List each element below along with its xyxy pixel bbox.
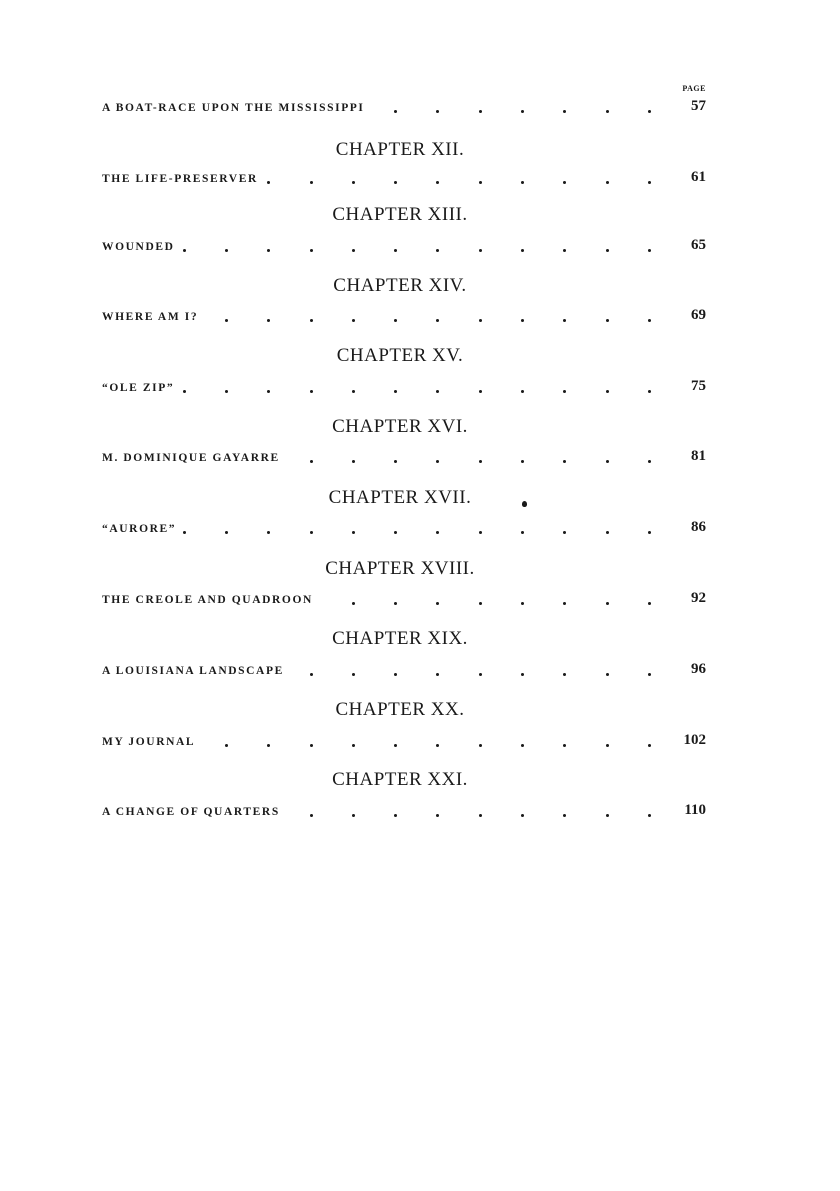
leader-dot xyxy=(521,744,524,747)
page-column-label: PAGE xyxy=(682,84,706,93)
entry-title: A LOUISIANA LANDSCAPE xyxy=(102,665,284,677)
leader-dot xyxy=(648,460,651,463)
entry-title: “AURORE” xyxy=(102,523,177,535)
chapter-heading: CHAPTER XIX. xyxy=(332,628,468,649)
toc-entry xyxy=(102,731,706,751)
entry-title: WOUNDED xyxy=(102,241,175,253)
leader-dot xyxy=(310,319,313,322)
leader-dot xyxy=(606,744,609,747)
toc-entry xyxy=(102,377,706,397)
leader-dot xyxy=(352,181,355,184)
entry-page-number: 96 xyxy=(691,661,706,677)
leader-dot xyxy=(225,319,228,322)
leader-dot xyxy=(479,673,482,676)
leader-dot xyxy=(310,814,313,817)
entry-title: WHERE AM I? xyxy=(102,311,199,323)
leader-dot xyxy=(521,319,524,322)
chapter-heading: CHAPTER XX. xyxy=(335,699,465,720)
leader-dot xyxy=(563,110,566,113)
entry-title: MY JOURNAL xyxy=(102,736,196,748)
entry-page-number: 69 xyxy=(691,307,706,323)
leader-dot xyxy=(394,814,397,817)
leader-dot xyxy=(394,673,397,676)
leader-dot xyxy=(267,249,270,252)
leader-dot xyxy=(225,744,228,747)
toc-entry xyxy=(102,660,706,680)
leader-dot xyxy=(183,390,186,393)
print-speck xyxy=(522,501,527,507)
leader-dot xyxy=(225,249,228,252)
leader-dot xyxy=(352,319,355,322)
leader-dot xyxy=(436,531,439,534)
leader-dot xyxy=(225,531,228,534)
toc-entry xyxy=(102,97,706,117)
dot-leader xyxy=(102,447,706,467)
leader-dot xyxy=(648,110,651,113)
leader-dot xyxy=(606,673,609,676)
toc-entry xyxy=(102,518,706,538)
chapter-heading: CHAPTER XVIII. xyxy=(325,558,475,579)
leader-dot xyxy=(436,460,439,463)
entry-page-number: 75 xyxy=(691,378,706,394)
leader-dot xyxy=(521,602,524,605)
leader-dot xyxy=(436,181,439,184)
leader-dot xyxy=(394,390,397,393)
leader-dot xyxy=(648,249,651,252)
entry-title: THE LIFE-PRESERVER xyxy=(102,173,258,185)
entry-page-number: 92 xyxy=(691,590,706,606)
leader-dot xyxy=(521,249,524,252)
leader-dot xyxy=(479,110,482,113)
leader-dot xyxy=(394,460,397,463)
toc-entry xyxy=(102,168,706,188)
leader-dot xyxy=(183,249,186,252)
toc-entry xyxy=(102,236,706,256)
leader-dot xyxy=(563,814,566,817)
leader-dot xyxy=(310,744,313,747)
leader-dot xyxy=(352,390,355,393)
leader-dot xyxy=(648,181,651,184)
leader-dot xyxy=(479,460,482,463)
leader-dot xyxy=(267,319,270,322)
leader-dot xyxy=(606,181,609,184)
leader-dot xyxy=(394,319,397,322)
toc-entry xyxy=(102,306,706,326)
dot-leader xyxy=(102,236,706,256)
leader-dot xyxy=(606,460,609,463)
leader-dot xyxy=(606,602,609,605)
leader-dot xyxy=(521,390,524,393)
leader-dot xyxy=(394,602,397,605)
toc-entry xyxy=(102,589,706,609)
entry-title: A CHANGE OF QUARTERS xyxy=(102,806,280,818)
entry-page-number: 110 xyxy=(684,802,706,818)
chapter-heading: CHAPTER XV. xyxy=(336,345,464,366)
leader-dot xyxy=(563,460,566,463)
dot-leader xyxy=(102,801,706,821)
leader-dot xyxy=(352,531,355,534)
dot-leader xyxy=(102,518,706,538)
dot-leader xyxy=(102,97,706,117)
leader-dot xyxy=(436,602,439,605)
leader-dot xyxy=(352,814,355,817)
entry-page-number: 65 xyxy=(691,237,706,253)
leader-dot xyxy=(310,531,313,534)
entry-title: THE CREOLE AND QUADROON xyxy=(102,594,313,606)
leader-dot xyxy=(563,181,566,184)
toc-entry xyxy=(102,447,706,467)
leader-dot xyxy=(267,531,270,534)
leader-dot xyxy=(563,673,566,676)
leader-dot xyxy=(648,390,651,393)
leader-dot xyxy=(606,531,609,534)
leader-dot xyxy=(394,744,397,747)
leader-dot xyxy=(563,602,566,605)
chapter-heading: CHAPTER XIV. xyxy=(333,275,467,296)
leader-dot xyxy=(648,673,651,676)
leader-dot xyxy=(479,602,482,605)
leader-dot xyxy=(267,744,270,747)
leader-dot xyxy=(521,110,524,113)
leader-dot xyxy=(436,319,439,322)
leader-dot xyxy=(310,460,313,463)
leader-dot xyxy=(479,531,482,534)
chapter-heading: CHAPTER XII. xyxy=(335,139,465,160)
toc-entry xyxy=(102,801,706,821)
leader-dot xyxy=(225,390,228,393)
leader-dot xyxy=(606,814,609,817)
leader-dot xyxy=(563,531,566,534)
leader-dot xyxy=(394,249,397,252)
leader-dot xyxy=(648,319,651,322)
leader-dot xyxy=(436,814,439,817)
leader-dot xyxy=(352,744,355,747)
leader-dot xyxy=(310,673,313,676)
dot-leader xyxy=(102,377,706,397)
dot-leader xyxy=(102,731,706,751)
leader-dot xyxy=(352,249,355,252)
chapter-heading: CHAPTER XIII. xyxy=(332,204,468,225)
leader-dot xyxy=(606,319,609,322)
leader-dot xyxy=(479,744,482,747)
leader-dot xyxy=(479,181,482,184)
leader-dot xyxy=(310,390,313,393)
leader-dot xyxy=(606,110,609,113)
leader-dot xyxy=(436,744,439,747)
leader-dot xyxy=(310,249,313,252)
leader-dot xyxy=(310,181,313,184)
leader-dot xyxy=(436,249,439,252)
leader-dot xyxy=(648,814,651,817)
dot-leader xyxy=(102,168,706,188)
leader-dot xyxy=(648,744,651,747)
leader-dot xyxy=(521,181,524,184)
entry-title: A BOAT-RACE UPON THE MISSISSIPPI xyxy=(102,102,365,114)
leader-dot xyxy=(521,531,524,534)
leader-dot xyxy=(606,390,609,393)
leader-dot xyxy=(436,390,439,393)
leader-dot xyxy=(521,460,524,463)
leader-dot xyxy=(563,744,566,747)
dot-leader xyxy=(102,306,706,326)
leader-dot xyxy=(394,531,397,534)
leader-dot xyxy=(479,249,482,252)
leader-dot xyxy=(479,319,482,322)
entry-page-number: 102 xyxy=(683,732,706,748)
leader-dot xyxy=(352,460,355,463)
leader-dot xyxy=(267,181,270,184)
leader-dot xyxy=(394,110,397,113)
chapter-heading: CHAPTER XXI. xyxy=(332,769,468,790)
leader-dot xyxy=(183,531,186,534)
entry-page-number: 57 xyxy=(691,98,706,114)
leader-dot xyxy=(563,249,566,252)
entry-page-number: 86 xyxy=(691,519,706,535)
leader-dot xyxy=(563,319,566,322)
leader-dot xyxy=(521,673,524,676)
entry-title: “OLE ZIP” xyxy=(102,382,175,394)
dot-leader xyxy=(102,589,706,609)
entry-page-number: 81 xyxy=(691,448,706,464)
leader-dot xyxy=(352,673,355,676)
dot-leader xyxy=(102,660,706,680)
chapter-heading: CHAPTER XVII. xyxy=(328,487,472,508)
leader-dot xyxy=(648,531,651,534)
chapter-heading: CHAPTER XVI. xyxy=(332,416,468,437)
leader-dot xyxy=(648,602,651,605)
leader-dot xyxy=(479,814,482,817)
leader-dot xyxy=(352,602,355,605)
leader-dot xyxy=(394,181,397,184)
leader-dot xyxy=(606,249,609,252)
entry-page-number: 61 xyxy=(691,169,706,185)
leader-dot xyxy=(436,673,439,676)
leader-dot xyxy=(479,390,482,393)
leader-dot xyxy=(267,390,270,393)
leader-dot xyxy=(563,390,566,393)
entry-title: M. DOMINIQUE GAYARRE xyxy=(102,452,280,464)
leader-dot xyxy=(436,110,439,113)
leader-dot xyxy=(521,814,524,817)
